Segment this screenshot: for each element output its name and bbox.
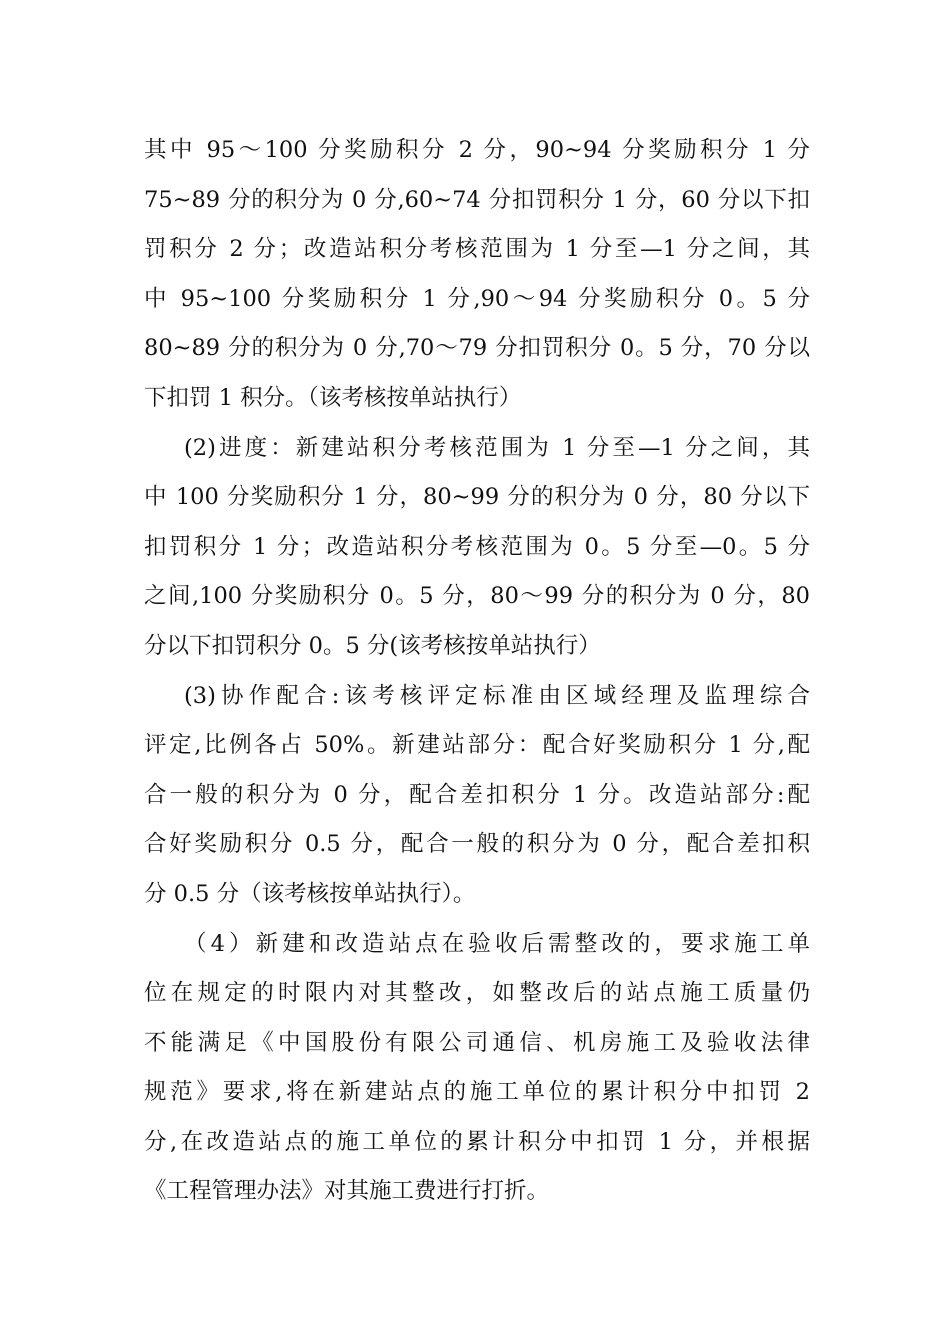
text-line-8: 中 100 分奖励积分 1 分，80~99 分的积分为 0 分，80 分以下 xyxy=(144,484,810,511)
text-line-15: 合好奖励积分 0.5 分，配合一般的积分为 0 分，配合差扣积 xyxy=(144,831,810,858)
text-line-9: 扣罚积分 1 分；改造站积分考核范围为 0。5 分至—0。5 分 xyxy=(144,533,810,560)
text-line-6: 下扣罚 1 积分。（该考核按单站执行） xyxy=(144,384,522,411)
text-line-19: 不能满足《中国股份有限公司通信、机房施工及验收法律 xyxy=(144,1029,810,1056)
text-line-17: （4）新建和改造站点在验收后需整改的，要求施工单 xyxy=(184,930,810,957)
text-line-16: 分 0.5 分（该考核按单站执行）。 xyxy=(144,880,476,907)
text-line-12: (3)协作配合:该考核评定标准由区域经理及监理综合 xyxy=(184,682,810,709)
text-line-22: 《工程管理办法》对其施工费进行打折。 xyxy=(144,1178,550,1205)
text-line-7: (2)进度：新建站积分考核范围为 1 分至—1 分之间，其 xyxy=(184,434,810,461)
text-line-11: 分以下扣罚积分 0。5 分(该考核按单站执行） xyxy=(144,632,601,659)
text-line-5: 80~89 分的积分为 0 分,70～79 分扣罚积分 0。5 分，70 分以 xyxy=(144,335,810,362)
text-line-10: 之间,100 分奖励积分 0。5 分，80～99 分的积分为 0 分，80 xyxy=(144,583,810,610)
text-line-4: 中 95~100 分奖励积分 1 分,90～94 分奖励积分 0。5 分 xyxy=(144,285,810,312)
text-line-18: 位在规定的时限内对其整改，如整改后的站点施工质量仍 xyxy=(144,980,810,1007)
body-text xyxy=(144,126,810,1217)
text-line-3: 罚积分 2 分；改造站积分考核范围为 1 分至—1 分之间，其 xyxy=(144,236,810,263)
text-line-13: 评定,比例各占 50%。新建站部分：配合好奖励积分 1 分,配 xyxy=(144,732,810,759)
text-line-14: 合一般的积分为 0 分，配合差扣积分 1 分。改造站部分:配 xyxy=(144,781,810,808)
text-line-1: 其中 95～100 分奖励积分 2 分，90~94 分奖励积分 1 分 xyxy=(144,137,810,163)
text-line-20: 规范》要求,将在新建站点的施工单位的累计积分中扣罚 2 xyxy=(144,1079,810,1106)
text-line-2: 75~89 分的积分为 0 分,60~74 分扣罚积分 1 分，60 分以下扣 xyxy=(144,186,810,213)
text-line-21: 分,在改造站点的施工单位的累计积分中扣罚 1 分，并根据 xyxy=(144,1128,810,1155)
